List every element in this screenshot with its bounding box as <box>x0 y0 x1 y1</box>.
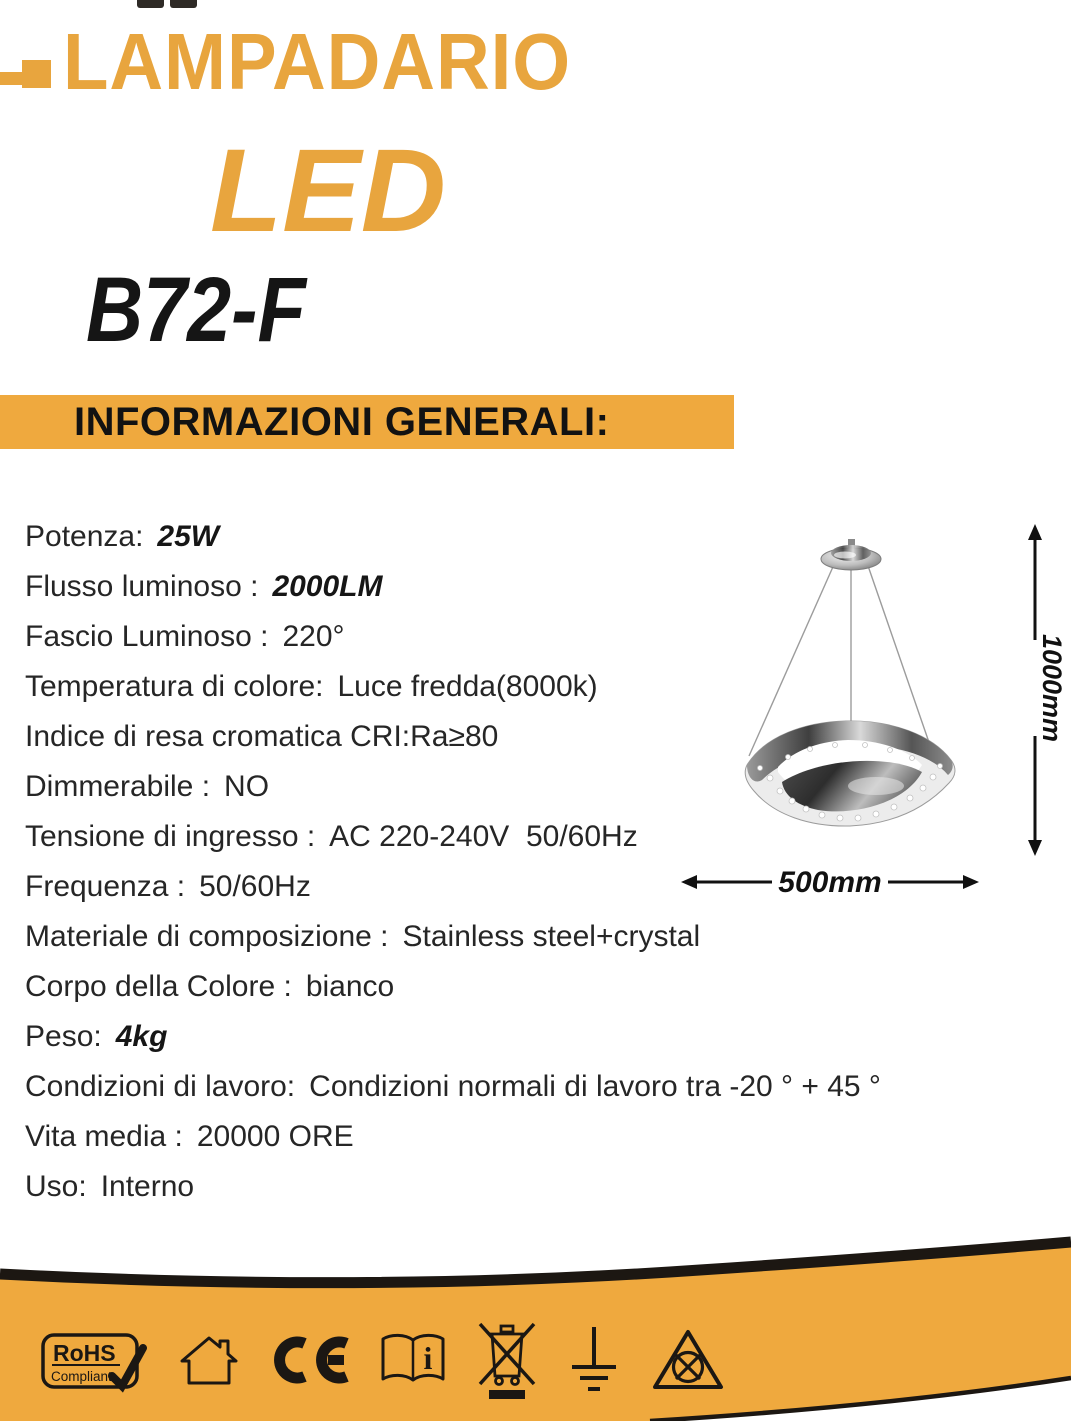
earth-ground-icon <box>566 1323 622 1397</box>
rohs-compliant-badge <box>40 1328 152 1392</box>
spec-row-materiale: Materiale di composizione : Stainless steel+crystal <box>25 920 701 953</box>
model-number: B72-F <box>86 259 306 361</box>
arrow-right-icon <box>963 875 979 889</box>
arrow-up-icon <box>1028 524 1042 540</box>
spec-row-cri: Indice di resa cromatica CRI:Ra≥80 <box>25 720 499 753</box>
section-banner <box>0 395 734 449</box>
arrow-down-icon <box>1028 840 1042 856</box>
height-label: 1000mm <box>1037 633 1067 743</box>
read-manual-book-icon <box>378 1331 448 1389</box>
spec-row-tensione: Tensione di ingresso : AC 220-240V 50/60Hz <box>25 820 638 853</box>
spec-row-temperatura: Temperatura di colore: Luce fredda(8000k) <box>25 670 598 703</box>
weee-bar <box>489 1390 525 1399</box>
width-label: 500mm <box>778 866 882 899</box>
product-title: LAMPADARIO <box>63 17 572 106</box>
width-dimension <box>675 858 985 906</box>
certification-icons-row <box>40 1233 740 1400</box>
spec-row-peso: Peso: 4kg <box>25 1020 168 1053</box>
spec-row-dimmerabile: Dimmerabile : NO <box>25 770 270 803</box>
arrow-left-icon <box>681 875 697 889</box>
svg-text:Compliant: Compliant <box>51 1369 112 1384</box>
weee-crossed-bin-icon <box>474 1320 540 1400</box>
section-title: INFORMAZIONI GENERALI: <box>74 399 610 444</box>
spec-row-condizioni: Condizioni di lavoro: Condizioni normali di lavoro tra -20 ° + 45 ° <box>25 1070 881 1103</box>
spec-row-corpo: Corpo della Colore : bianco <box>25 970 395 1003</box>
ce-mark <box>166 1233 352 1387</box>
height-dimension <box>1005 520 1065 860</box>
crossed-lamp-triangle-icon <box>648 1325 728 1395</box>
product-subtitle: LED <box>210 125 446 257</box>
spec-row-vita-media: Vita media : 20000 ORE <box>25 1120 354 1153</box>
svg-text:i: i <box>423 1340 433 1376</box>
indoor-use-house-icon <box>178 1333 240 1387</box>
spec-row-flusso: Flusso luminoso : 2000LM <box>25 570 383 603</box>
svg-text:RoHS: RoHS <box>53 1340 116 1366</box>
spec-row-fascio: Fascio Luminoso : 220° <box>25 620 345 653</box>
spec-row-potenza: Potenza: 25W <box>25 520 220 553</box>
spec-row-frequenza: Frequenza : 50/60Hz <box>25 870 311 903</box>
svg-text:CE: CE <box>166 1233 168 1234</box>
spec-row-uso: Uso: Interno <box>25 1170 195 1203</box>
cutoff-top-mark <box>137 0 197 8</box>
